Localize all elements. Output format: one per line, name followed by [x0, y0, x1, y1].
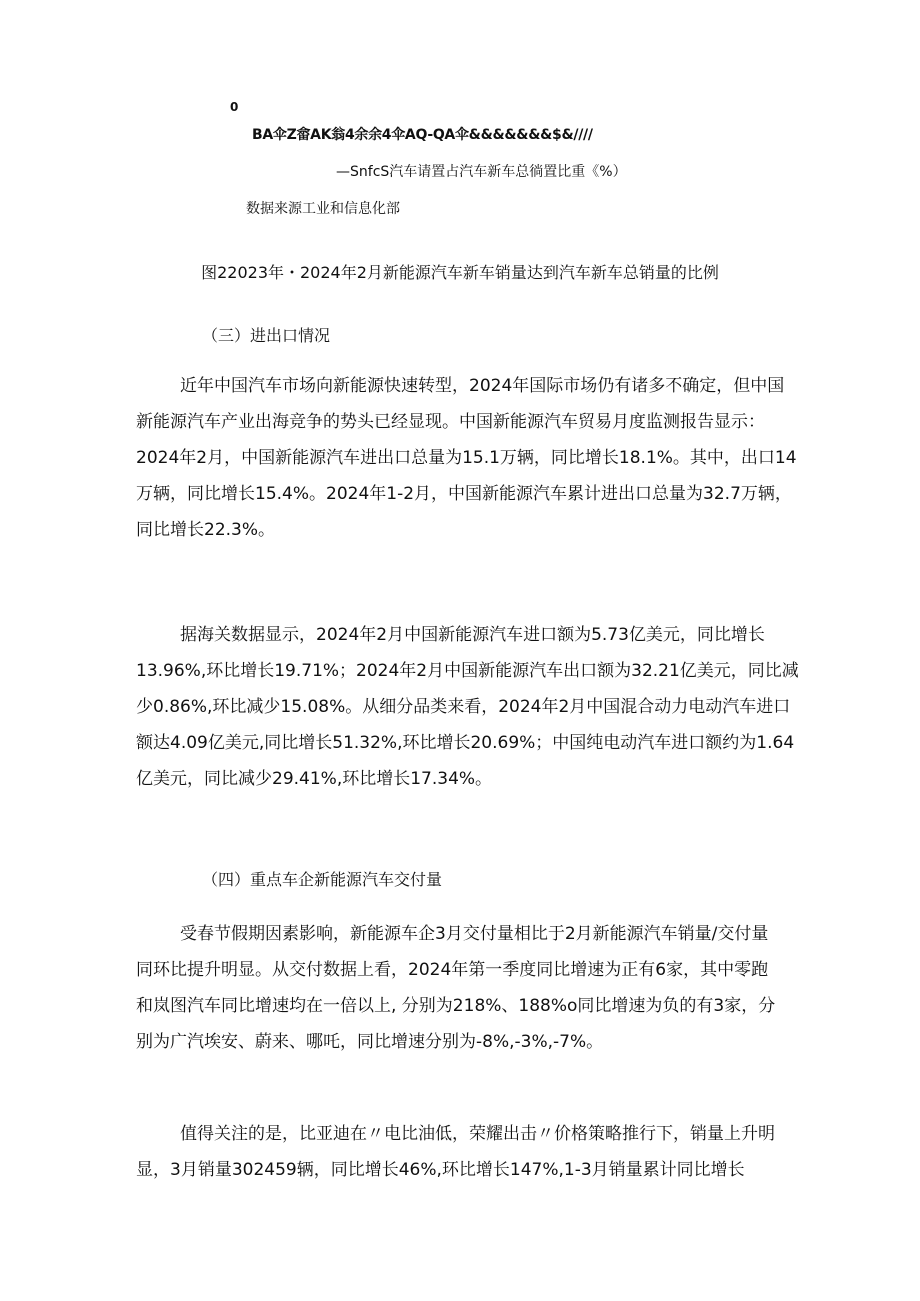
- paragraph-line: 据海关数据显示，2024年2月中国新能源汽车进口额为5.73亿美元，同比增长: [180, 625, 765, 645]
- paragraph-line: 值得关注的是，比亚迪在〃电比油低，荣耀出击〃价格策略推行下，销量上升明: [180, 1124, 775, 1144]
- paragraph-line: 同比增长22.3%。: [136, 520, 276, 540]
- paragraph-line: 同环比提升明显。从交付数据上看，2024年第一季度同比增速为正有6家，其中零跑: [136, 960, 769, 980]
- section-heading-import-export: （三）进出口情况: [202, 326, 331, 345]
- paragraph-line: 和岚图汽车同比增速均在一倍以上, 分别为218%、188%o同比增速为负的有3家，分: [136, 996, 776, 1016]
- paragraph-line: 别为广汽埃安、蔚来、哪吒，同比增速分别为-8%,-3%,-7%。: [136, 1032, 604, 1052]
- paragraph-line: 亿美元，同比减少29.41%,环比增长17.34%。: [136, 769, 493, 789]
- garbled-legend-line-1: BA伞Z畲AK翁4余余4伞AQ-QA伞&&&&&&&$&////: [252, 127, 593, 143]
- paragraph-line: 新能源汽车产业出海竞争的势头已经显现。中国新能源汽车贸易月度监测报告显示：: [136, 412, 765, 432]
- figure-caption: 图22023年・2024年2月新能源汽车新车销量达到汽车新车总销量的比例: [201, 263, 719, 282]
- paragraph-line: 额达4.09亿美元,同比增长51.32%,环比增长20.69%；中国纯电动汽车进口额约为1.64: [136, 733, 795, 753]
- garbled-legend-line-2: —SnfcS汽车请置占汽车新车总徜置比重《%）: [336, 164, 627, 180]
- paragraph-line: 万辆，同比增长15.4%。2024年1-2月，中国新能源汽车累计进出口总量为32.7万辆，: [136, 484, 792, 504]
- paragraph-customs-data: [136, 617, 836, 797]
- paragraph-delivery-growth: [136, 916, 836, 1060]
- chart-axis-zero: 0: [230, 100, 239, 114]
- paragraph-line: 13.96%,环比增长19.71%；2024年2月中国新能源汽车出口额为32.21亿美元，同比减: [136, 661, 799, 681]
- paragraph-line: 少0.86%,环比减少15.08%。从细分品类来看，2024年2月中国混合动力电动汽车进口: [136, 697, 791, 717]
- paragraph-line: 受春节假期因素影响，新能源车企3月交付量相比于2月新能源汽车销量/交付量: [180, 924, 769, 944]
- data-source-note: 数据来源工业和信息化部: [246, 201, 400, 217]
- section-heading-deliveries: （四）重点车企新能源汽车交付量: [202, 870, 443, 889]
- paragraph-line: 近年中国汽车市场向新能源快速转型，2024年国际市场仍有诸多不确定，但中国: [180, 376, 785, 396]
- paragraph-line: 显，3月销量302459辆，同比增长46%,环比增长147%,1-3月销量累计同比增长: [136, 1160, 745, 1180]
- paragraph-trade-volume: [136, 368, 836, 548]
- paragraph-line: 2024年2月，中国新能源汽车进出口总量为15.1万辆，同比增长18.1%。其中，出口14: [136, 448, 797, 468]
- paragraph-byd-sales: [136, 1116, 836, 1188]
